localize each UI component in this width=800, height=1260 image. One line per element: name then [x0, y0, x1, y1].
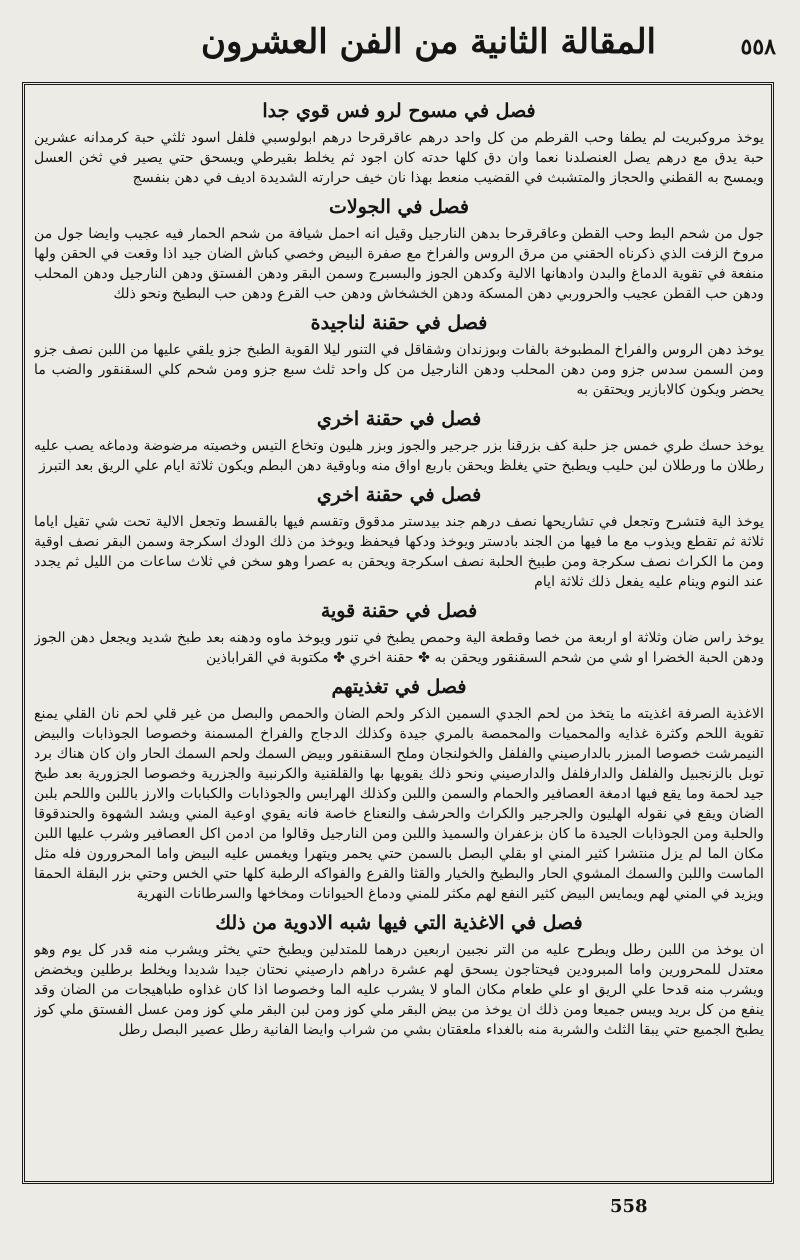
page-header: [40, 10, 776, 82]
section-text: يوخذ راس ضان وثلاثة او اربعة من خصا وقطعة الية وحمص يطبخ في تنور ويوخذ ماوه ودهنه بعد طبخ شديد ويجعل دهن الجوز ودهن الحبة الخضرا او شي من شحم السقنقور ويحقن به ✤ حقنة اخري ✤ مكتوبة في القراباذين: [34, 630, 764, 666]
section-heading: فصل في حقنة لناجيدة: [310, 312, 488, 334]
section-heading: فصل في الجولات: [329, 196, 469, 218]
section-heading: فصل في حقنة اخري: [316, 484, 482, 506]
section-text: يوخذ حسك طري خمس جز حلبة كف بزرقنا بزر جرجير والجوز وبزر هليون وتخاع التيس وخصيته مرضوضة ودماغه يصب عليه رطلان ما ورطلان لبن حليب ويطبخ حتي يغلظ ويحقن باربع اواق منه وباوقية دهن البطم ويكون ثلاثة ايام علي الريق بعد التبرز: [34, 438, 764, 474]
section-heading: فصل في الاغذية التي فيها شبه الادوية من ذلك: [215, 912, 583, 934]
running-title: المقالة الثانية من الفن العشرون: [201, 22, 656, 62]
section-text: الاغذية الصرفة اغذيته ما يتخذ من لحم الجدي السمين الذكر ولحم الضان والحمص والبصل من غير قلي لحم نان القلي يمنع تقوية اللحم وكثرة غذايه والمحميات والمحمصة بالمري جيدة وكذلك الدجاج والفراخ المسمنة وخصوصا الجوذابات والبيض النيمرشت خصوصا المبزر بالدارصيني والفلفل والخولنجان وملح السقنقور وبيض السمك ولحم السمك الحار وان كان هناك برد توبل بالزنجبيل والفلفل والدارفلفل والدارصيني ونحو ذلك يقويها بها والقلقنية والكرنبية والجزرية وخصوصا الجزورية بعد طبخ جيد لحمة وما يقع فيها ادمغة العصافير والحمام والسمن واللبن وكذلك الهرايس والجوذابات والكبابات والارز باللبن واللحم بلبن الضان ويقع في نقوله الهليون والجرجير والكراث والحرشف والنعناع خاصة فانه يقوي اوعية المني ويشد الشهوة والحندقوقا والحلبة ومن الجوذابات الجيدة ما كان بزعفران والسميذ واللبن ومن النارجيل وقالوا من ادمن اكل العصافير وشرب عليها اللبن مكان الما لم يزل منتشرا كثير المني او بقلي البصل بالسمن حتي يحمر ويتهرا ويغمس عليه البيض واما المحرورون فله مثل الماست واللبن والسمك المشوي الحار والبطيخ والخيار والقثا والقرع والفواكه الرطبة كلها حتي الخس وحتي بزر البقلة الحمقا ويزيد في المني لهم ويمايس البيض كثير النفع لهم مكثر للمني ودماغ الحيوانات ومخاخها والسرطانات النهرية: [34, 706, 764, 902]
section-text: يوخذ مروكبريت لم يطفا وحب القرطم من كل واحد درهم عاقرقرحا درهم ابولوسبي فلفل اسود ثلثي حبة كرمدانه عشرين حبة يدق مع درهم يصل العنصلدنا نعما وان دق كلها حدته كان اجود ثم يخلط بقيرطي ويسحق حتي يصير في ثخن العسل ويمسح به القطني والحجاز والمتشبث في القضيب منعط بهذا نان خيف حرارته الشديدة اديف في دهن بنفسج: [34, 130, 764, 186]
section-heading: فصل في تغذيتهم: [331, 676, 467, 698]
section-text: ان يوخذ من اللبن رطل ويطرح عليه من التر نجبين اربعين درهما للمتدلين ويطبخ حتي يخثر ويشرب منه قدر كل يوم وهو معتدل للمحرورين واما المبرودين فيحتاجون يسحق لهم عشرة دراهم دارصيني نحتان جيدا شديدا ويخلط برطلين ويخضض ويشرب منه قدحا علي الريق او علي طعام مكان الماو لا يشرب عليه الما وخصوصا اذا كان غذاوه طباهيجات من الضان وقد ينفع من كل بريد ويبس جميعا ومن ذلك ان يوخذ من بيض البقر ملي كوز ومن لبن البقر ملي كوز ومن عسل الفستق ملي كوز يطبخ الجميع حتي يبقا الثلث والشربة منه بالغداء ملعقتان بشي من شراب وايضا الفانية رطل عصير البصل رطل: [34, 942, 764, 1038]
section-heading: فصل في مسوح لرو فس قوي جدا: [262, 100, 536, 122]
section-heading: فصل في حقنة قوية: [320, 600, 478, 622]
section-heading: فصل في حقنة اخري: [316, 408, 482, 430]
section-text: يوخذ دهن الروس والفراخ المطبوخة بالفات وبوزندان وشقاقل في التنور ليلا القوية الطبخ جزو يلقي عليها من اللبن نصف جزو ومن السمن سدس جزو ومن دهن المحلب ودهن النارجيل من كل واحد ثلث سبع جزو ومن شحم كلي السقنقور والضب ما يحضر ويكون كالابازير ويحتقن به: [34, 342, 764, 398]
footer-page-number: 558: [610, 1196, 648, 1217]
section-text: يوخذ الية فتشرح وتجعل في تشاريحها نصف درهم جند بيدستر مدقوق وتقسم فيها بالقسط وتجعل الالية تحت شي تقيل اياما ثلاثة ثم تقطع ويذوب مع ما فيها من الجند بادستر ويوخذ ودكها فيحفظ ويوخذ من ذلك الودك اسكرجة وسمن البقر نصف اوقية ومن ما الكراث نصف سكرجة ومن طبيخ الحلبة نصف اسكرجة ويحقن به عصرا وهو سخن في ثلاث ساعات من الليل ثم يجدد عند النوم وينام عليه يفعل ذلك ثلاثة ايام: [34, 514, 764, 590]
header-page-number: ٥٥٨: [740, 34, 776, 60]
page-body: [34, 92, 764, 1176]
section-text: جول من شحم البط وحب القطن وعاقرقرحا بدهن النارجيل وقيل انه احمل شيافة من شحم الحمار فيه عجيب وايضا جول من مروخ الزفت الذي ذكرناه الحقني من مرق الروس والفراخ مع صفرة البيض وخصي كباش الضان جيد اذا وقعت في الحقن ولها منفعة في تقوية الدماغ والبدن وادهانها الالية وكدهن الجوز والبسبرج وسمن البقر ودهن الفستق ودهن النارجيل ودهن المحلب ودهن حب القطن عجيب والحروربي دهن المسكة ودهن الخشخاش ودهن حب القرع ودهن حب البطيخ ونحو ذلك: [34, 226, 764, 302]
